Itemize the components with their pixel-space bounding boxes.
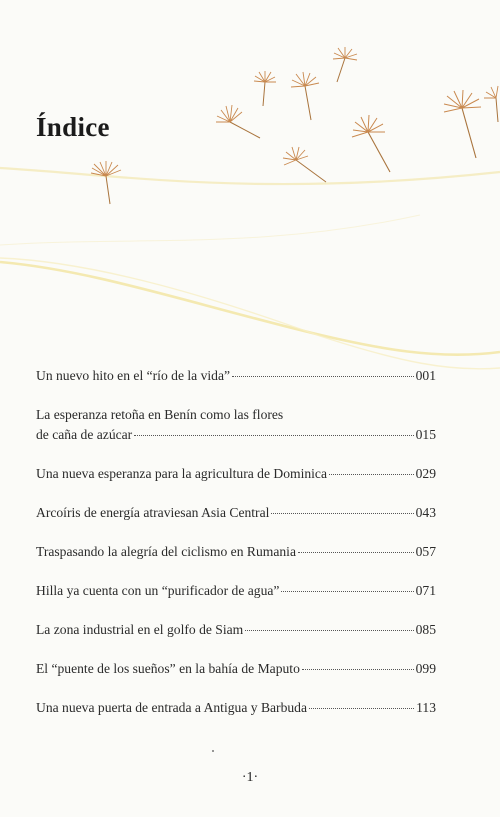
dot-leader [271, 513, 413, 514]
toc-entry[interactable] [36, 405, 436, 445]
dandelion-seed-icon [291, 72, 319, 120]
toc-entry-page: 043 [415, 505, 436, 520]
table-of-contents [36, 366, 436, 737]
dot-leader [298, 552, 414, 553]
toc-entry-title: Hilla ya cuenta con un “purificador de agua” [36, 583, 280, 598]
toc-entry-page: 099 [415, 661, 436, 676]
toc-entry[interactable] [36, 503, 436, 523]
yellow-wisp [0, 215, 420, 245]
toc-entry[interactable] [36, 581, 436, 601]
toc-entry[interactable] [36, 620, 436, 640]
toc-entry-page: 113 [416, 700, 436, 715]
toc-entry-page: 029 [415, 466, 436, 481]
toc-entry-title-line1: La esperanza retoña en Benín como las flores [36, 407, 284, 422]
dot-leader [281, 591, 413, 592]
dandelion-seed-icon [216, 105, 260, 138]
toc-entry[interactable] [36, 464, 436, 484]
toc-entry-title: Una nueva esperanza para la agricultura de Dominica [36, 466, 327, 481]
yellow-wisp [0, 168, 500, 184]
yellow-wisp [0, 262, 500, 355]
dandelion-seed-icon [333, 47, 357, 82]
dandelion-seed-icon [283, 147, 326, 182]
dot-leader [309, 708, 414, 709]
yellow-wisp [0, 258, 500, 369]
toc-entry-page: 001 [415, 368, 436, 383]
dot-leader [302, 669, 414, 670]
dot-leader [245, 630, 413, 631]
dandelion-seed-icon [254, 71, 276, 106]
toc-entry-title: La zona industrial en el golfo de Siam [36, 622, 244, 637]
dandelion-seed-icon [91, 161, 121, 204]
toc-entry[interactable] [36, 366, 436, 386]
dot-leader [232, 376, 414, 377]
toc-entry[interactable] [36, 659, 436, 679]
toc-entry-page: 085 [415, 622, 436, 637]
toc-entry-page: 057 [415, 544, 436, 559]
dandelion-seed-icon [484, 86, 498, 122]
toc-entry-title-line2: de caña de azúcar [36, 427, 133, 442]
dot-leader [329, 474, 414, 475]
toc-entry-title: Una nueva puerta de entrada a Antigua y Barbuda [36, 700, 308, 715]
toc-entry-page: 015 [415, 427, 436, 442]
toc-entry-title: Un nuevo hito en el “río de la vida” [36, 368, 231, 383]
toc-entry[interactable] [36, 698, 436, 718]
dandelion-seed-icon [352, 115, 390, 172]
toc-entry-page: 071 [415, 583, 436, 598]
ink-speck [212, 750, 214, 752]
toc-entry-title: Arcoíris de energía atraviesan Asia Central [36, 505, 270, 520]
dot-leader [134, 435, 413, 436]
dandelion-seed-icon [444, 90, 481, 158]
toc-entry-title: El “puente de los sueños” en la bahía de Maputo [36, 661, 300, 676]
page-number: ·1· [241, 770, 259, 785]
toc-entry[interactable] [36, 542, 436, 562]
toc-entry-title: Traspasando la alegría del ciclismo en Rumania [36, 544, 296, 559]
page-title: Índice [36, 112, 110, 142]
